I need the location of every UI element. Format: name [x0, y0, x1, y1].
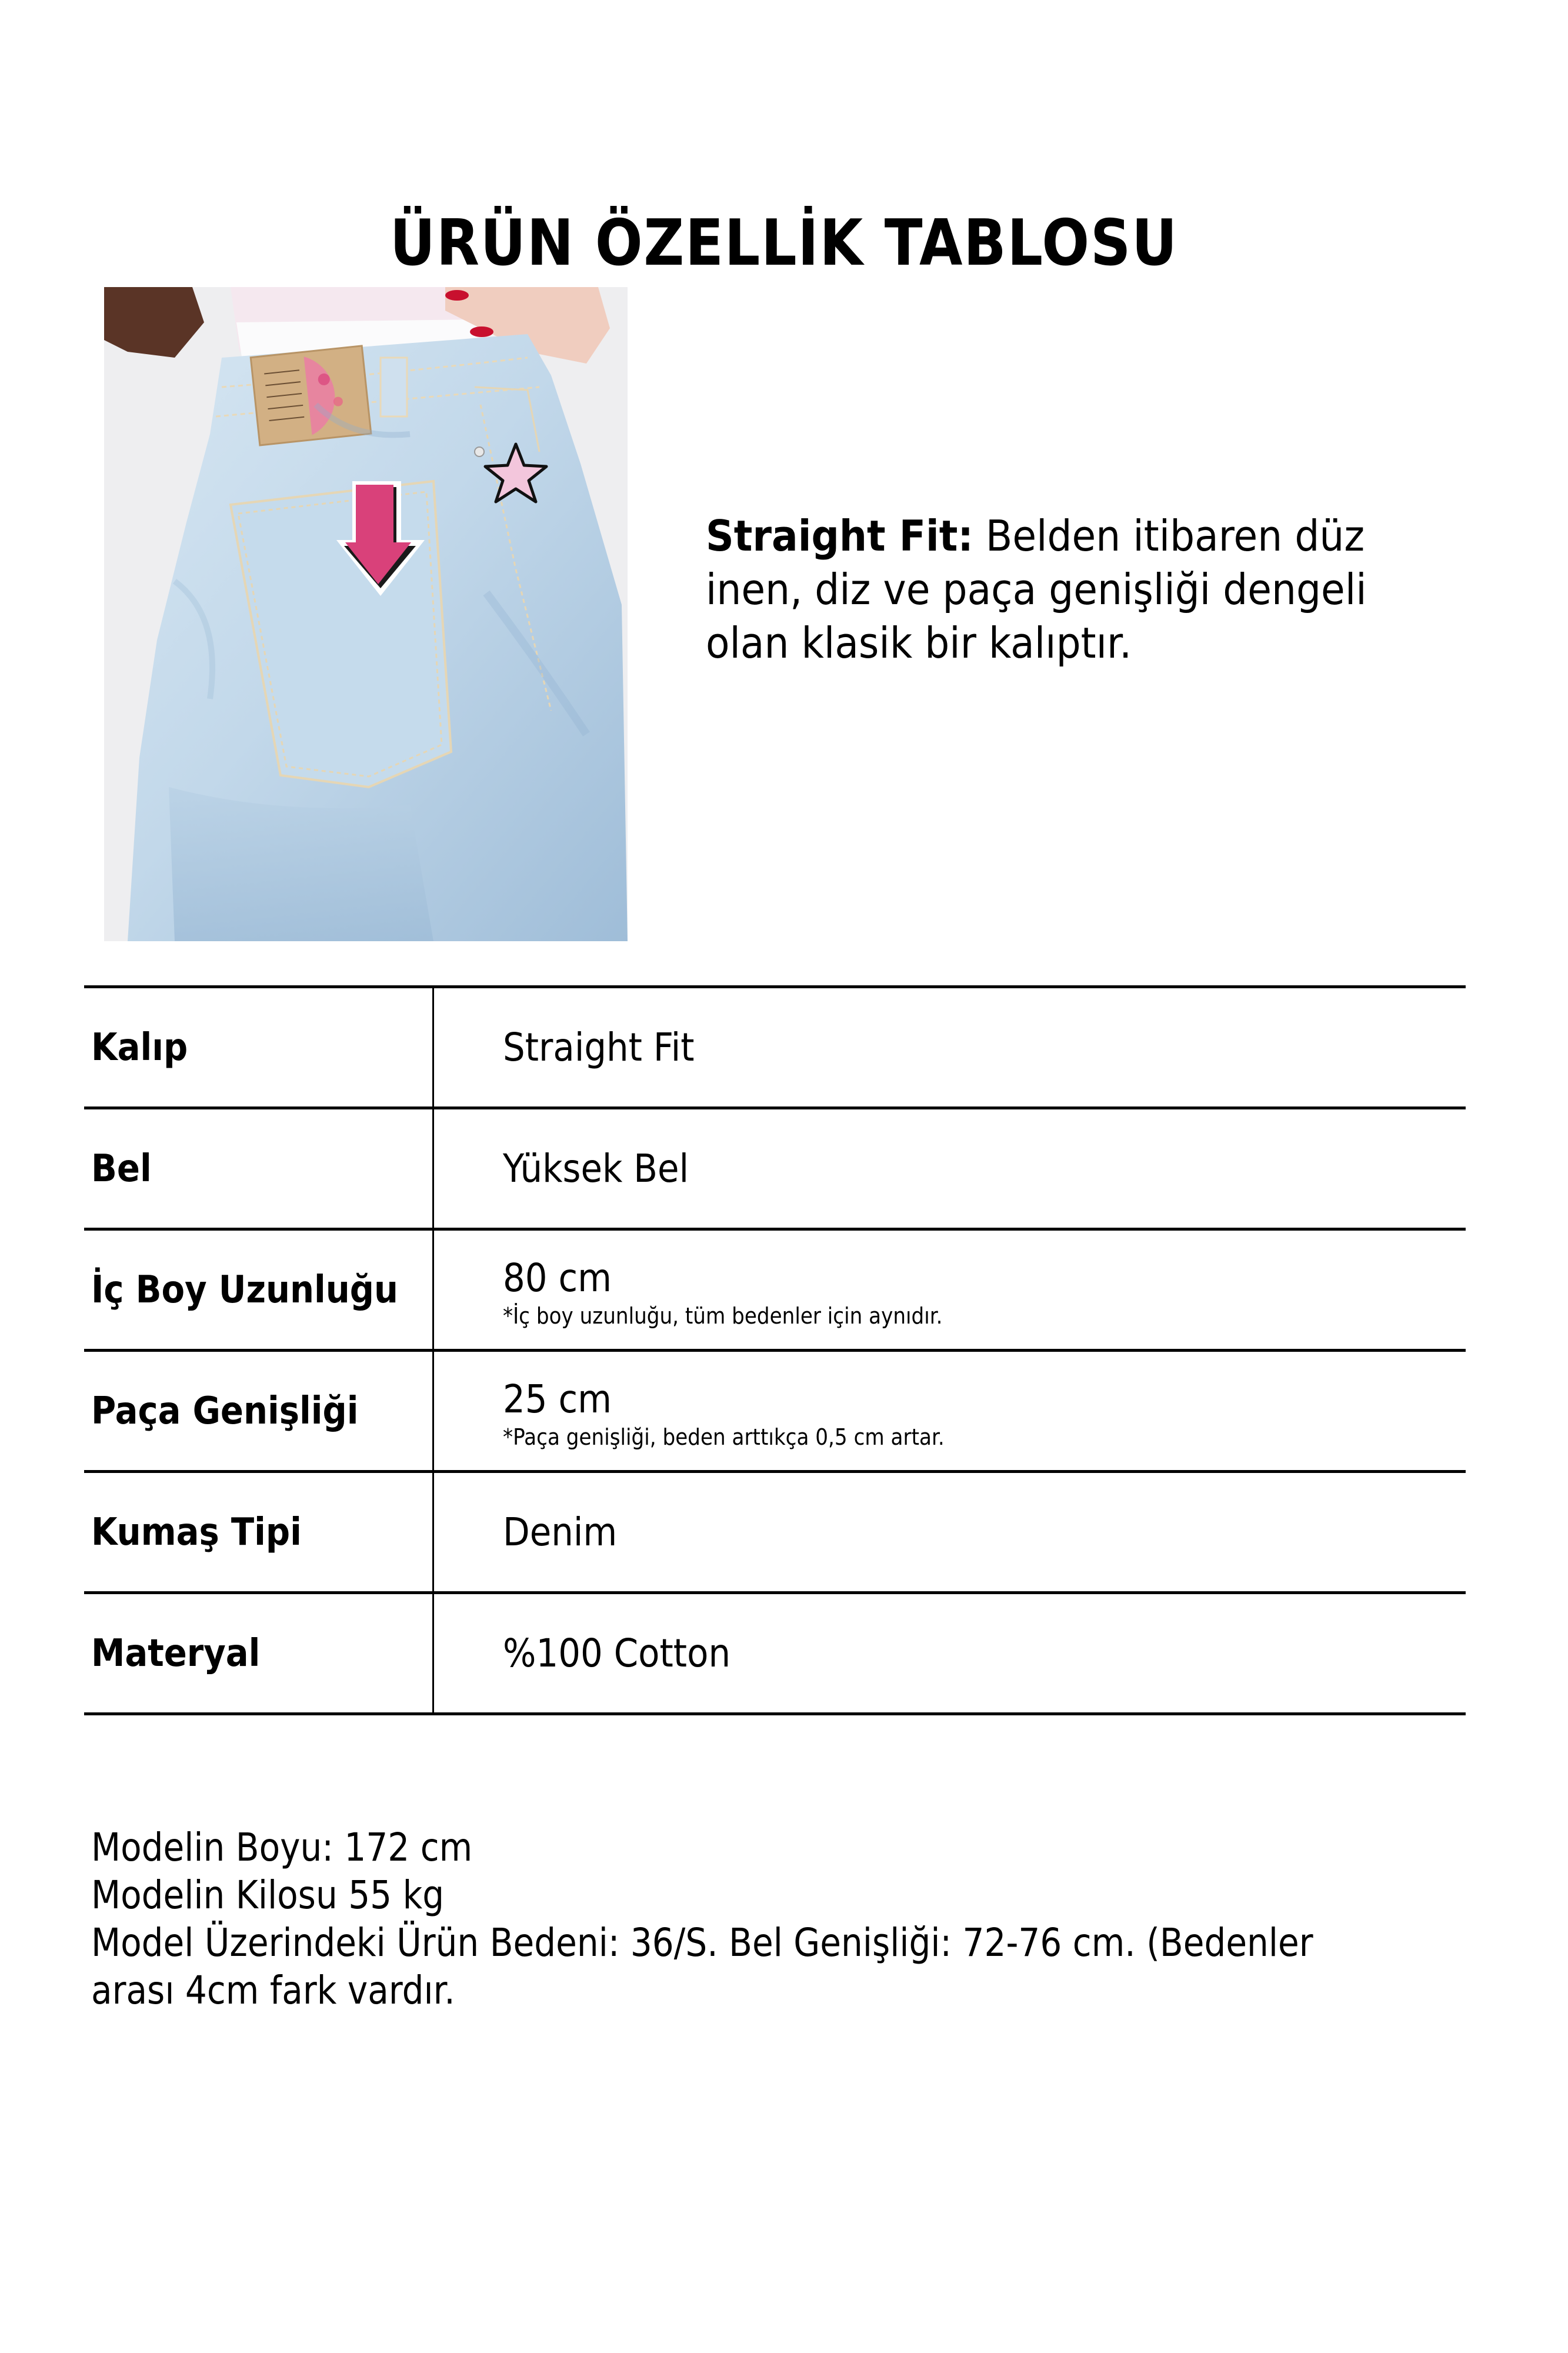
model-size-info-cont: arası 4cm fark vardır.	[91, 1968, 455, 2013]
spec-value-main: %100 Cotton	[503, 1630, 731, 1676]
spec-label: Bel	[91, 1146, 152, 1191]
spec-value-note: *İç boy uzunluğu, tüm bedenler için aynıdır.	[503, 1303, 943, 1329]
model-size-info: Model Üzerindeki Ürün Bedeni: 36/S. Bel Genişliği: 72-76 cm. (Bedenler	[91, 1920, 1313, 1965]
spec-row-materyal	[84, 1591, 1466, 1715]
page-title: ÜRÜN ÖZELLİK TABLOSU	[389, 206, 1179, 281]
spec-row-bel	[84, 1106, 1466, 1228]
spec-row-paca-genisligi	[84, 1349, 1466, 1470]
spec-value	[503, 1231, 943, 1349]
column-divider	[432, 988, 434, 1106]
spec-row-kalip	[84, 985, 1466, 1106]
spec-value-main: Straight Fit	[503, 1024, 695, 1070]
product-photo	[104, 287, 628, 941]
column-divider	[432, 1473, 434, 1591]
spec-value	[503, 1473, 617, 1591]
spec-value-note: *Paça genişliği, beden arttıkça 0,5 cm artar.	[503, 1424, 945, 1450]
spec-value	[503, 1109, 689, 1228]
model-info	[91, 1824, 1333, 2014]
spec-label: İç Boy Uzunluğu	[91, 1268, 398, 1312]
spec-row-kumas-tipi	[84, 1470, 1466, 1591]
spec-value-main: 25 cm	[503, 1377, 612, 1422]
jeans-back-view-image	[104, 287, 628, 941]
fit-description	[706, 509, 1420, 670]
model-weight: Modelin Kilosu 55 kg	[91, 1872, 445, 1918]
spec-value-main: Yüksek Bel	[503, 1145, 689, 1191]
spec-value	[503, 1594, 730, 1712]
fit-description-text: Belden itibaren düz inen, diz ve paça genişliği dengeli olan klasik bir kalıptır.	[706, 511, 1367, 668]
spec-value-main: 80 cm	[503, 1255, 612, 1301]
column-divider	[432, 1352, 434, 1470]
spec-value	[503, 988, 694, 1106]
spec-label: Materyal	[91, 1631, 261, 1675]
spec-label: Kumaş Tipi	[91, 1510, 302, 1554]
spec-value-main: Denim	[503, 1509, 618, 1555]
spec-label: Paça Genişliği	[91, 1389, 359, 1433]
column-divider	[432, 1231, 434, 1349]
spec-value	[503, 1352, 945, 1470]
spec-label: Kalıp	[91, 1025, 188, 1069]
column-divider	[432, 1594, 434, 1712]
model-height: Modelin Boyu: 172 cm	[91, 1825, 473, 1870]
fit-description-lead: Straight Fit:	[706, 511, 973, 561]
column-divider	[432, 1109, 434, 1228]
spec-row-ic-boy-uzunlugu	[84, 1228, 1466, 1349]
spec-table	[84, 985, 1466, 1715]
